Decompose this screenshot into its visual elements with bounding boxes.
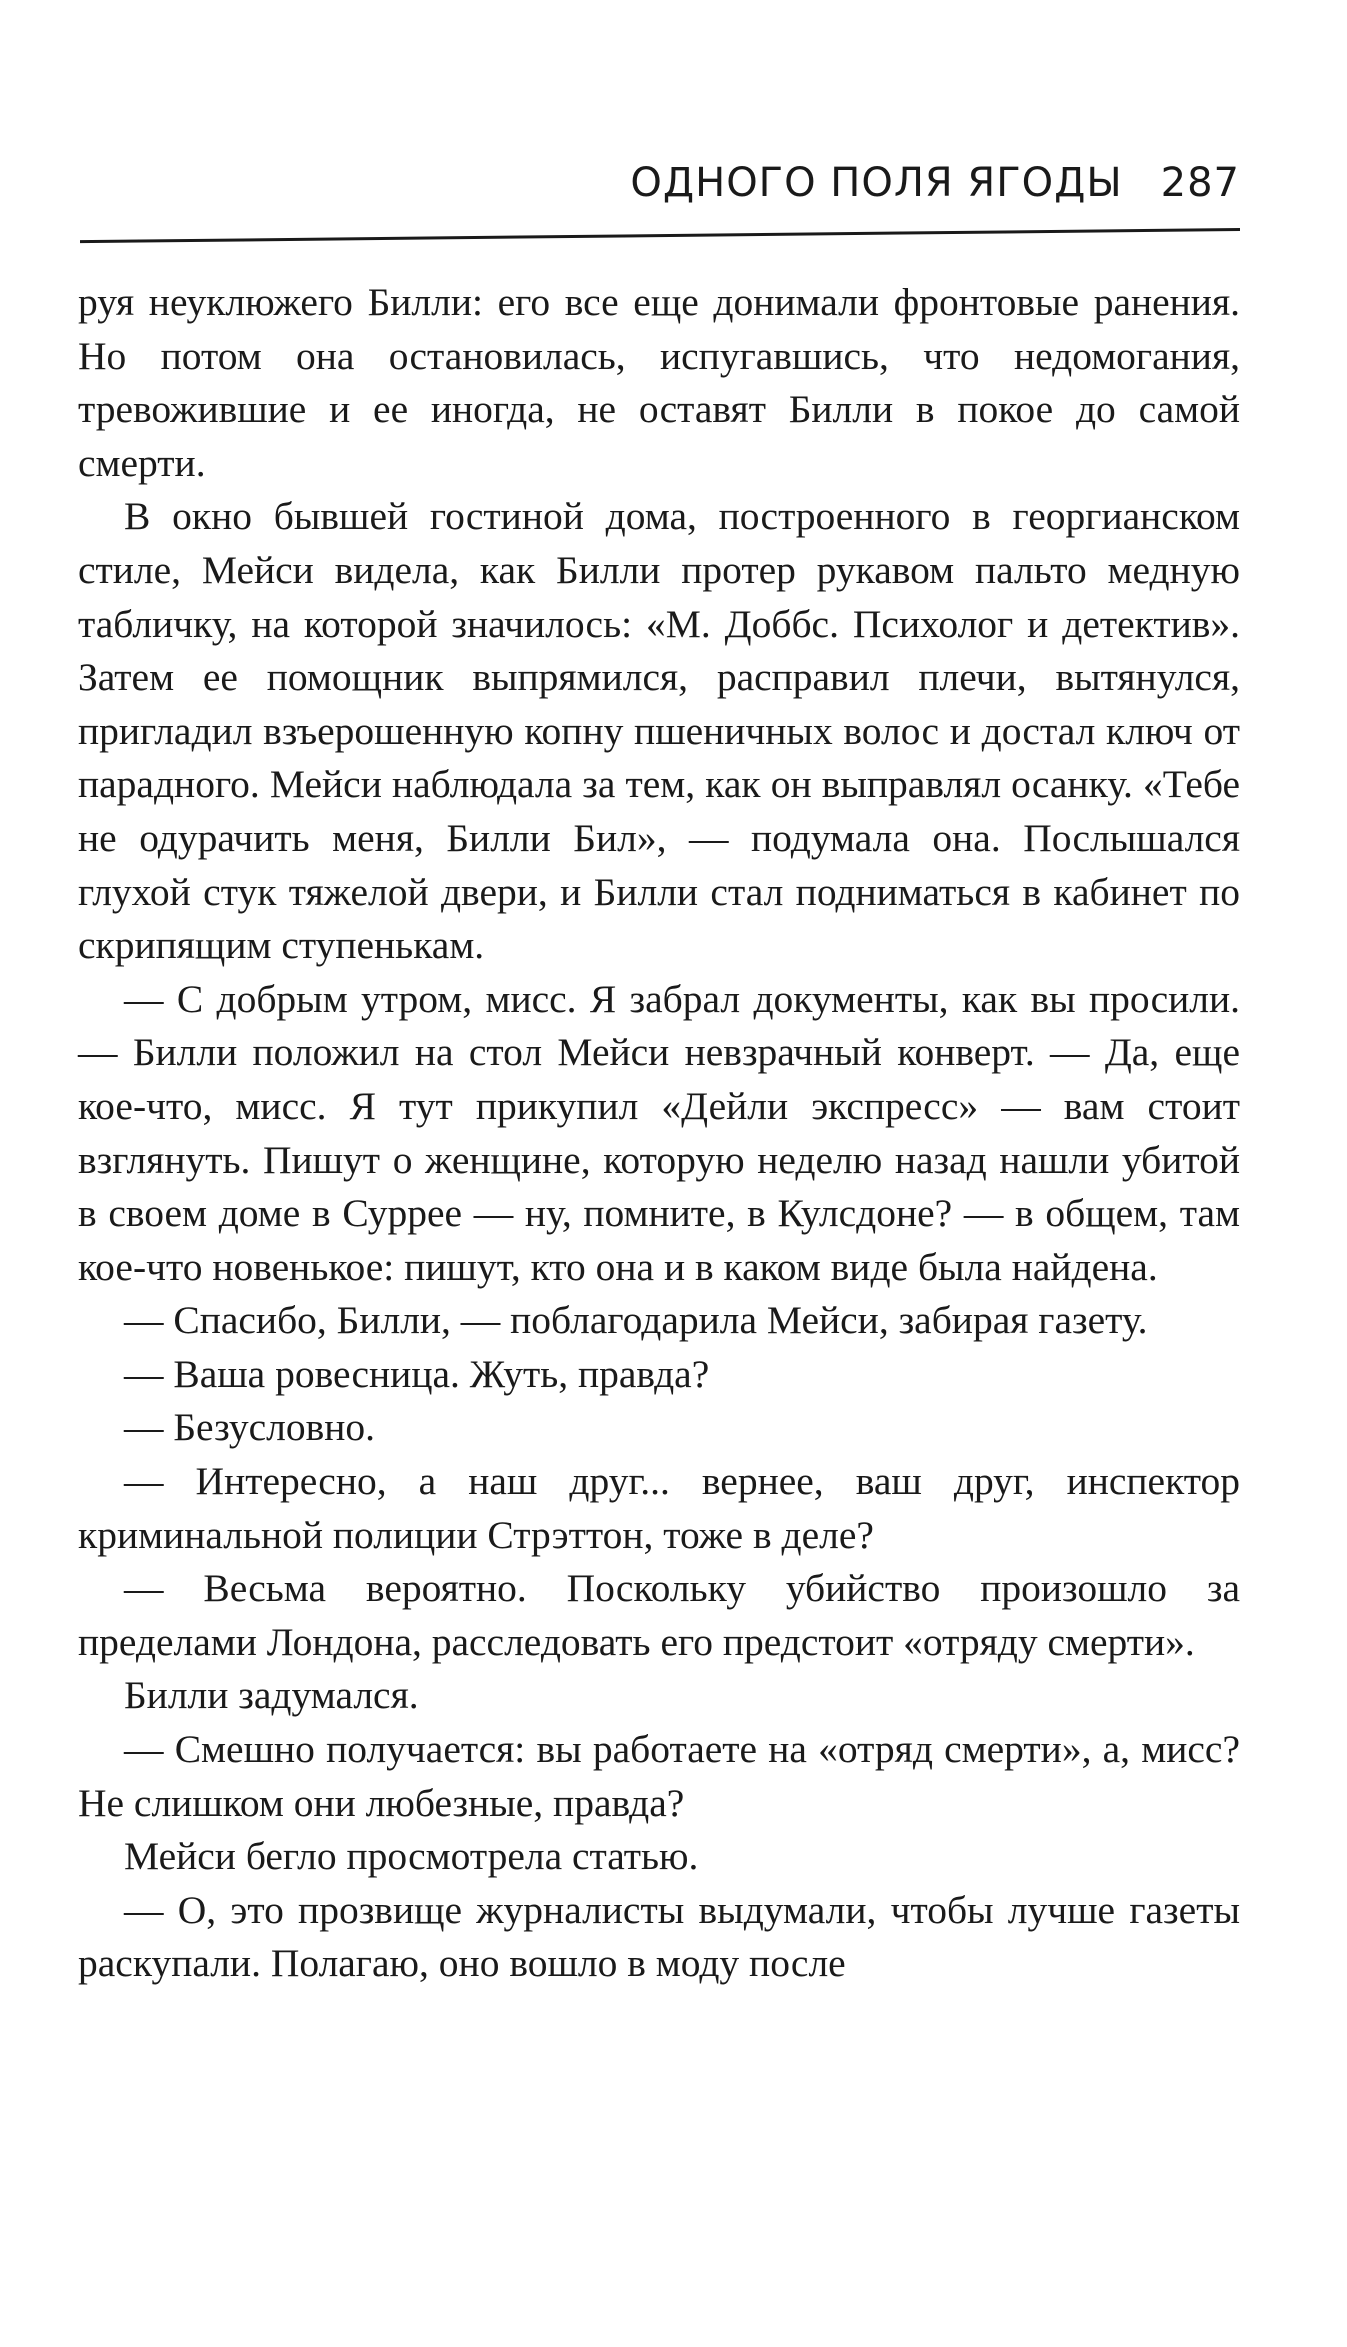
header-rule [80,228,1240,243]
body-text [78,276,1240,1991]
paragraph: — Спасибо, Билли, — поблагодарила Мейси, забирая газету. [124,1298,1148,1343]
paragraph: — С добрым утром, мисс. Я забрал документы, как вы просили. — Билли положил на стол Мейси невзрачный конверт. — Да, еще кое-что, мисс. Я тут прикупил «Дейли экспресс» — вам стоит взглянуть. Пишут о женщине, которую неделю назад нашли убитой в своем доме в Суррее — ну, помните, в Кулсдоне? — в общем, там кое-что новенькое: пишут, кто она и в каком виде была найдена. [78,976,1240,1289]
paragraph: — Смешно получается: вы работаете на «отряд смерти», а, мисс? Не слишком они любезные, правда? [78,1727,1240,1825]
paragraph: — Весьма вероятно. Поскольку убийство произошло за пределами Лондона, расследовать его предстоит «отряду смерти». [78,1566,1240,1664]
paragraph: — Безусловно. [124,1405,376,1450]
paragraph: — О, это прозвище журналисты выдумали, чтобы лучше газеты раскупали. Полагаю, оно вошло в моду после [78,1887,1240,1986]
paragraph: Билли задумался. [124,1673,419,1718]
paragraph: — Ваша ровесница. Жуть, правда? [124,1351,710,1396]
paragraph: — Интересно, а наш друг... вернее, ваш друг, инспектор криминальной полиции Стрэттон, тоже в деле? [78,1459,1240,1557]
page-number: 287 [1160,160,1240,206]
paragraph: руя неуклюжего Билли: его все еще донимали фронтовые ранения. Но потом она остановилась, испугавшись, что недомогания, тревожившие и ее иногда, не оставят Билли в покое до самой смерти. [78,280,1240,485]
running-title: ОДНОГО ПОЛЯ ЯГОДЫ [630,160,1123,206]
running-head [0,160,1240,206]
paragraph: Мейси бегло просмотрела статью. [124,1834,699,1879]
paragraph: В окно бывшей гостиной дома, построенного в георгианском стиле, Мейси видела, как Билли протер рукавом пальто медную табличку, на которой значилось: «М. Доббс. Психолог и детектив». Затем ее помощник выпрямился, расправил плечи, вытянулся, пригладил взъерошенную копну пшеничных волос и достал ключ от парадного. Мейси наблюдала за тем, как он выправлял осанку. «Тебе не одурачить меня, Билли Бил», — подумала она. Послышался глухой стук тяжелой двери, и Билли стал подниматься в кабинет по скрипящим ступенькам. [78,494,1240,968]
